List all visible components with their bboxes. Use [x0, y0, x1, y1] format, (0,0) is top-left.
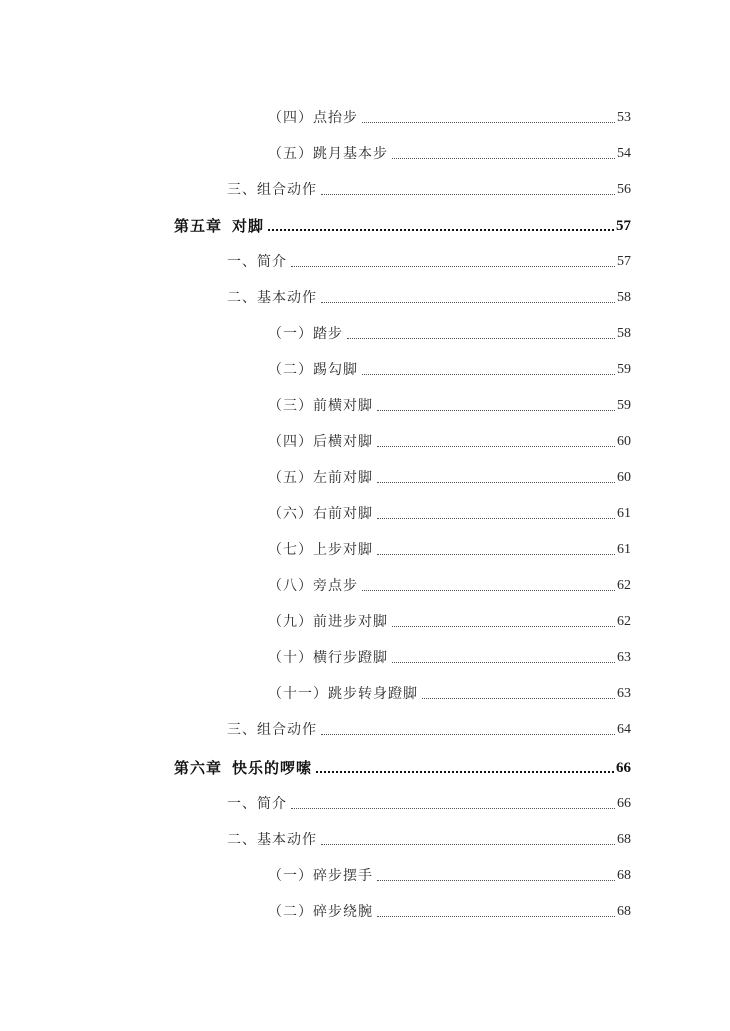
dot-leader	[377, 409, 615, 411]
chapter-number: 第六章	[174, 759, 223, 777]
toc-entry-page: 62	[617, 578, 631, 593]
toc-entry[interactable]	[227, 283, 631, 307]
dot-leader	[321, 843, 615, 845]
toc-chapter-entry[interactable]	[174, 753, 631, 777]
toc-entry-label: （八）旁点步	[268, 578, 358, 594]
dot-leader	[321, 193, 615, 195]
dot-leader	[392, 625, 615, 627]
dot-leader	[377, 481, 615, 483]
dot-leader	[362, 373, 615, 375]
toc-entry-page: 63	[617, 650, 631, 665]
dot-leader	[291, 807, 615, 809]
toc-entry[interactable]	[268, 139, 631, 163]
toc-entry[interactable]	[268, 427, 631, 451]
toc-entry-page: 66	[616, 760, 631, 776]
dot-leader	[347, 337, 615, 339]
toc-entry[interactable]	[268, 607, 631, 631]
toc-entry-label: 三、组合动作	[227, 722, 317, 738]
toc-entry-label: （四）后横对脚	[268, 434, 373, 450]
toc-chapter-entry[interactable]	[174, 211, 631, 235]
dot-leader	[321, 733, 615, 735]
chapter-number: 第五章	[174, 217, 223, 235]
toc-entry-label: （五）左前对脚	[268, 470, 373, 486]
dot-leader	[377, 553, 615, 555]
dot-leader	[377, 879, 615, 881]
toc-entry-label: （九）前进步对脚	[268, 614, 388, 630]
toc-entry-page: 57	[616, 218, 631, 234]
toc-entry[interactable]	[268, 897, 631, 921]
toc-chapter-label	[174, 759, 312, 777]
toc-entry-page: 57	[617, 254, 631, 269]
toc-entry-page: 54	[617, 146, 631, 161]
toc-entry[interactable]	[268, 391, 631, 415]
toc-entry-label: （四）点抬步	[268, 110, 358, 126]
toc-entry-label: （二）踢勾脚	[268, 362, 358, 378]
toc-entry-label: （五）跳月基本步	[268, 146, 388, 162]
toc-entry-page: 56	[617, 182, 631, 197]
dot-leader	[392, 661, 615, 663]
toc-entry-label: 三、组合动作	[227, 182, 317, 198]
toc-entry-page: 53	[617, 110, 631, 125]
toc-entry-label: （一）碎步摆手	[268, 868, 373, 884]
toc-entry-label: （二）碎步绕腕	[268, 904, 373, 920]
toc-entry-label: （三）前横对脚	[268, 398, 373, 414]
dot-leader	[316, 770, 614, 773]
toc-entry[interactable]	[227, 247, 631, 271]
toc-entry[interactable]	[268, 535, 631, 559]
toc-entry-page: 59	[617, 362, 631, 377]
toc-entry-label: （七）上步对脚	[268, 542, 373, 558]
dot-leader	[321, 301, 615, 303]
toc-entry[interactable]	[268, 319, 631, 343]
toc-entry-page: 68	[617, 904, 631, 919]
toc-entry-label: 一、简介	[227, 254, 287, 270]
toc-entry-label: （十一）跳步转身蹬脚	[268, 686, 418, 702]
toc-entry-label: 二、基本动作	[227, 832, 317, 848]
dot-leader	[377, 517, 615, 519]
dot-leader	[362, 589, 615, 591]
dot-leader	[362, 121, 615, 123]
toc-entry-page: 59	[617, 398, 631, 413]
dot-leader	[422, 697, 615, 699]
toc-entry-page: 66	[617, 796, 631, 811]
toc-entry-page: 68	[617, 868, 631, 883]
toc-entry-label: 一、简介	[227, 796, 287, 812]
toc-entry[interactable]	[227, 715, 631, 739]
toc-entry[interactable]	[268, 355, 631, 379]
toc-entry-label: （一）踏步	[268, 326, 343, 342]
toc-entry[interactable]	[227, 789, 631, 813]
toc-entry-page: 60	[617, 434, 631, 449]
toc-entry[interactable]	[268, 643, 631, 667]
toc-entry-page: 61	[617, 506, 631, 521]
toc-chapter-label	[174, 217, 264, 235]
dot-leader	[377, 445, 615, 447]
toc-entry-label: （六）右前对脚	[268, 506, 373, 522]
toc-entry-page: 58	[617, 326, 631, 341]
toc-entry[interactable]	[227, 175, 631, 199]
chapter-title: 快乐的啰嗦	[232, 759, 313, 777]
toc-entry[interactable]	[268, 499, 631, 523]
toc-entry-label: 二、基本动作	[227, 290, 317, 306]
toc-entry[interactable]	[268, 571, 631, 595]
toc-entry-page: 64	[617, 722, 631, 737]
dot-leader	[268, 228, 614, 231]
dot-leader	[291, 265, 615, 267]
chapter-title: 对脚	[232, 217, 265, 235]
dot-leader	[392, 157, 615, 159]
toc-entry[interactable]	[268, 103, 631, 127]
toc-entry[interactable]	[268, 679, 631, 703]
dot-leader	[377, 915, 615, 917]
toc-entry-page: 60	[617, 470, 631, 485]
toc-entry[interactable]	[268, 861, 631, 885]
toc-entry[interactable]	[268, 463, 631, 487]
toc-entry-page: 68	[617, 832, 631, 847]
toc-entry[interactable]	[227, 825, 631, 849]
toc-entry-label: （十）横行步蹬脚	[268, 650, 388, 666]
toc-entry-page: 62	[617, 614, 631, 629]
toc-entry-page: 58	[617, 290, 631, 305]
toc-entry-page: 63	[617, 686, 631, 701]
toc-entry-page: 61	[617, 542, 631, 557]
